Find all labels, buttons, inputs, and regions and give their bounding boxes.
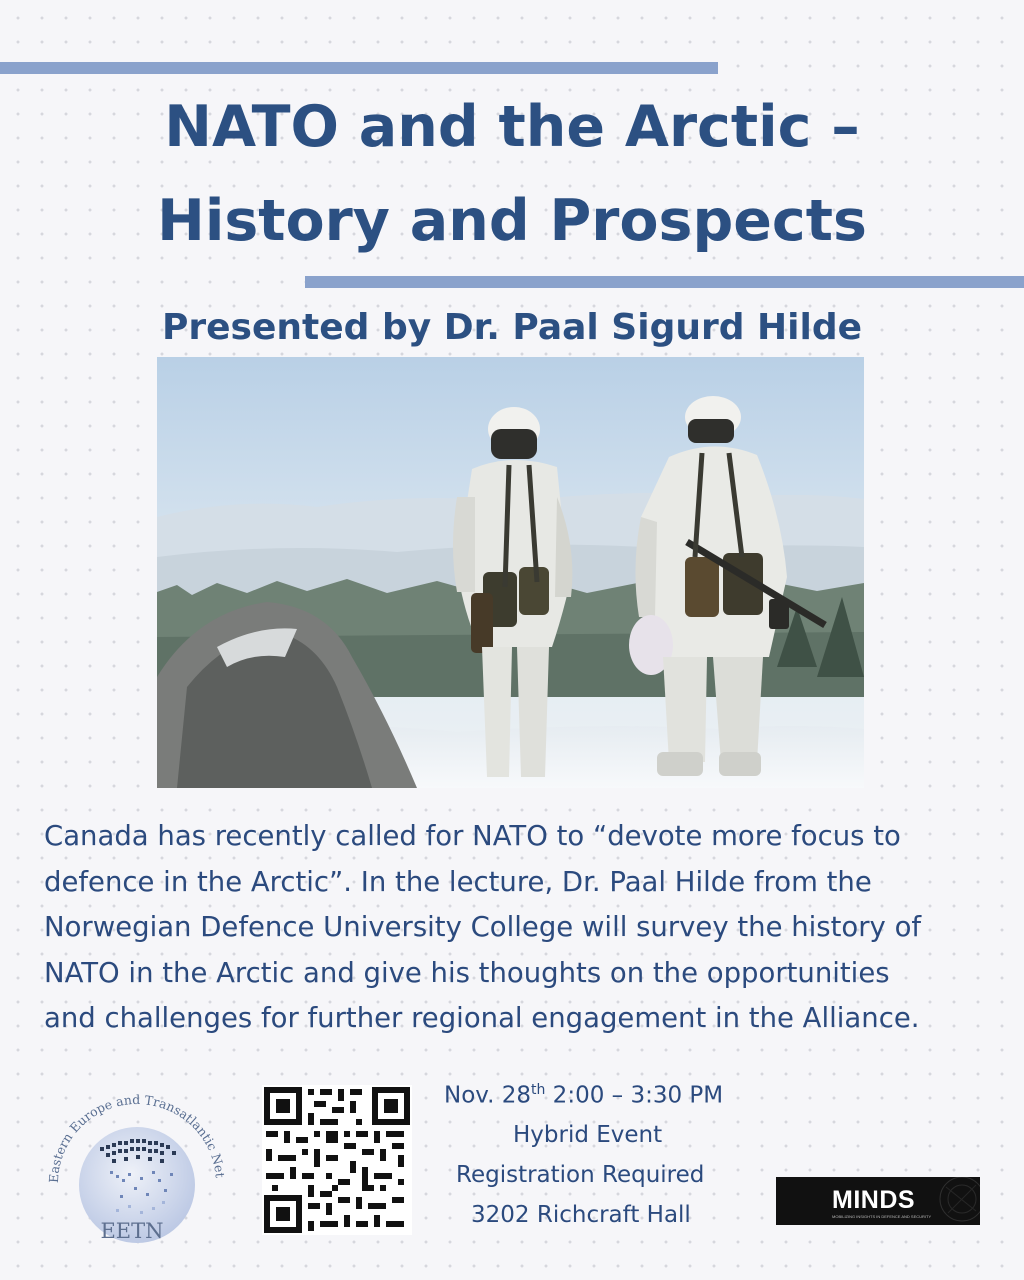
event-time: 2:00 – 3:30 PM: [545, 1082, 724, 1109]
description-line-4: NATO in the Arctic and give his thoughts on the opportunities: [44, 956, 890, 989]
minds-wordmark: MINDS: [832, 1186, 916, 1214]
event-date: Nov. 28: [444, 1082, 531, 1109]
presenter-subtitle: Presented by Dr. Paal Sigurd Hilde: [161, 307, 863, 348]
event-date-time: [444, 1082, 723, 1109]
top-accent-bar: [0, 62, 718, 74]
registration-qr-code[interactable]: [262, 1085, 412, 1235]
event-format: Hybrid Event: [513, 1122, 663, 1148]
eetn-logo: [40, 1075, 230, 1245]
eetn-acronym: EETN: [100, 1219, 164, 1243]
description-line-1: Canada has recently called for NATO to “devote more focus to: [44, 820, 901, 852]
event-description: [44, 814, 1016, 1042]
event-location: 3202 Richcraft Hall: [471, 1202, 691, 1228]
arctic-soldiers-photo: [157, 357, 864, 788]
event-date-suffix: th: [531, 1082, 546, 1098]
minds-tagline: MOBILIZING INSIGHTS IN DEFENCE AND SECURITY: [832, 1214, 932, 1219]
title-line-1: NATO and the Arctic –: [164, 94, 860, 160]
title-line-2: History and Prospects: [157, 188, 867, 254]
description-line-5: and challenges for further regional engagement in the Alliance.: [44, 1002, 920, 1034]
description-line-3: Norwegian Defence University College will survey the history of: [44, 911, 922, 943]
minds-logo: [776, 1177, 980, 1225]
eetn-arc-text: Eastern Europe and Transatlantic Net: [45, 1091, 228, 1184]
page-title: [0, 80, 1024, 268]
middle-accent-bar: [305, 276, 1024, 288]
description-line-2: defence in the Arctic”. In the lecture, Dr. Paal Hilde from the: [44, 865, 872, 898]
event-registration: Registration Required: [456, 1162, 705, 1188]
